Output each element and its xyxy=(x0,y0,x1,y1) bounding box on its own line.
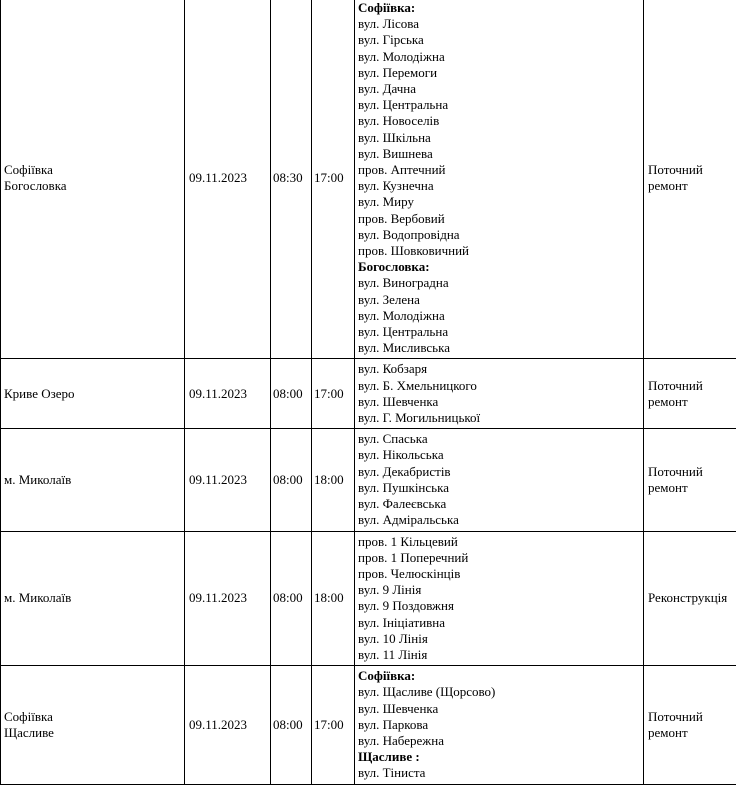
work-type-cell xyxy=(644,0,736,359)
date-cell xyxy=(185,0,271,359)
cell-line: 09.11.2023 xyxy=(189,590,248,606)
settlement-cell xyxy=(1,429,185,531)
end-time-cell xyxy=(312,666,355,784)
streets-cell xyxy=(355,359,644,429)
cell-line: вул. Ініціативна xyxy=(358,614,446,630)
cell-line: 09.11.2023 xyxy=(189,471,248,487)
cell-line: м. Миколаїв xyxy=(4,590,72,606)
start-time-cell xyxy=(271,531,312,666)
cell-line: 18:00 xyxy=(314,590,344,606)
table-row xyxy=(1,666,736,784)
start-time-cell xyxy=(271,429,312,531)
table-row xyxy=(1,429,736,531)
cell-line: вул. Декабристів xyxy=(358,463,451,479)
streets-cell xyxy=(355,531,644,666)
streets-cell xyxy=(355,0,644,359)
start-time-cell xyxy=(271,0,312,359)
cell-line: вул. Центральна xyxy=(358,324,449,340)
cell-line: вул. 9 Поздовжня xyxy=(358,598,454,614)
cell-line: 09.11.2023 xyxy=(189,385,248,401)
cell-line: Реконструкція xyxy=(648,590,728,606)
cell-line: 18:00 xyxy=(314,471,344,487)
cell-line: 08:30 xyxy=(273,170,303,186)
cell-line: вул. Гірська xyxy=(358,32,424,48)
table-row xyxy=(1,359,736,429)
cell-line: Криве Озеро xyxy=(4,385,75,401)
cell-line: Поточний xyxy=(648,463,703,479)
work-type-cell xyxy=(644,531,736,666)
work-type-cell xyxy=(644,429,736,531)
cell-line: вул. Г. Могильницької xyxy=(358,410,481,426)
cell-line: пров. Челюскінців xyxy=(358,565,461,581)
cell-line: вул. Нікольська xyxy=(358,447,444,463)
cell-line: Богословка xyxy=(4,178,67,194)
cell-line: вул. Адміральська xyxy=(358,512,459,528)
cell-line: вул. Набережна xyxy=(358,732,444,748)
cell-line: вул. Шевченка xyxy=(358,700,439,716)
end-time-cell xyxy=(312,429,355,531)
cell-line: м. Миколаїв xyxy=(4,471,72,487)
cell-line: 17:00 xyxy=(314,385,344,401)
cell-line: Софіївка: xyxy=(358,0,416,15)
table-row xyxy=(1,531,736,666)
cell-line: Софіївка: xyxy=(358,668,416,684)
cell-line: 08:00 xyxy=(273,471,303,487)
cell-line: пров. 1 Кільцевий xyxy=(358,533,458,549)
cell-line: вул. 10 Лінія xyxy=(358,630,428,646)
cell-line: пров. Вербовий xyxy=(358,210,445,226)
end-time-cell xyxy=(312,0,355,359)
cell-line: пров. Аптечний xyxy=(358,162,446,178)
cell-line: вул. Кобзаря xyxy=(358,361,428,377)
cell-line: вул. Молодіжна xyxy=(358,48,445,64)
cell-line: вул. Лісова xyxy=(358,16,420,32)
cell-line: вул. Новоселів xyxy=(358,113,440,129)
cell-line: Щасливе : xyxy=(358,749,420,765)
cell-line: ремонт xyxy=(648,178,688,194)
cell-line: вул. Спаська xyxy=(358,431,428,447)
cell-line: 17:00 xyxy=(314,170,344,186)
cell-line: Поточний xyxy=(648,377,703,393)
cell-line: Богословка: xyxy=(358,259,430,275)
cell-line: 08:00 xyxy=(273,385,303,401)
cell-line: вул. Шкільна xyxy=(358,129,431,145)
settlement-cell xyxy=(1,531,185,666)
cell-line: вул. Перемоги xyxy=(358,64,438,80)
streets-cell xyxy=(355,429,644,531)
date-cell xyxy=(185,666,271,784)
table-body xyxy=(1,0,736,784)
cell-line: 08:00 xyxy=(273,590,303,606)
cell-line: вул. Виноградна xyxy=(358,275,449,291)
cell-line: пров. Шовковичний xyxy=(358,243,470,259)
settlement-cell xyxy=(1,359,185,429)
date-cell xyxy=(185,531,271,666)
cell-line: вул. 9 Лінія xyxy=(358,582,422,598)
cell-line: вул. Кузнечна xyxy=(358,178,434,194)
cell-line: вул. Центральна xyxy=(358,97,449,113)
cell-line: вул. Б. Хмельницкого xyxy=(358,377,477,393)
cell-line: 09.11.2023 xyxy=(189,716,248,732)
cell-line: вул. Миру xyxy=(358,194,414,210)
cell-line: вул. Щасливе (Щорсово) xyxy=(358,684,496,700)
cell-line: пров. 1 Поперечний xyxy=(358,549,469,565)
streets-cell xyxy=(355,666,644,784)
cell-line: 17:00 xyxy=(314,716,344,732)
start-time-cell xyxy=(271,359,312,429)
end-time-cell xyxy=(312,531,355,666)
end-time-cell xyxy=(312,359,355,429)
date-cell xyxy=(185,359,271,429)
cell-line: вул. Паркова xyxy=(358,716,429,732)
cell-line: ремонт xyxy=(648,393,688,409)
cell-line: Щасливе xyxy=(4,724,54,740)
settlement-cell xyxy=(1,0,185,359)
cell-line: вул. Вишнева xyxy=(358,145,433,161)
cell-line: Поточний xyxy=(648,708,703,724)
cell-line: Софіївка xyxy=(4,708,53,724)
cell-line: вул. Шевченка xyxy=(358,393,439,409)
cell-line: вул. 11 Лінія xyxy=(358,646,428,662)
work-type-cell xyxy=(644,359,736,429)
cell-line: вул. Зелена xyxy=(358,291,420,307)
cell-line: Поточний xyxy=(648,162,703,178)
cell-line: Софіївка xyxy=(4,162,53,178)
cell-line: ремонт xyxy=(648,479,688,495)
cell-line: ремонт xyxy=(648,724,688,740)
cell-line: вул. Водопровідна xyxy=(358,226,460,242)
table-row xyxy=(1,0,736,359)
cell-line: вул. Тіниста xyxy=(358,765,426,781)
cell-line: 09.11.2023 xyxy=(189,170,248,186)
cell-line: вул. Пушкінська xyxy=(358,479,449,495)
cell-line: вул. Мисливська xyxy=(358,340,450,356)
date-cell xyxy=(185,429,271,531)
cell-line: 08:00 xyxy=(273,716,303,732)
work-type-cell xyxy=(644,666,736,784)
cell-line: вул. Дачна xyxy=(358,81,416,97)
settlement-cell xyxy=(1,666,185,784)
start-time-cell xyxy=(271,666,312,784)
cell-line: вул. Фалеєвська xyxy=(358,496,447,512)
cell-line: вул. Молодіжна xyxy=(358,307,445,323)
